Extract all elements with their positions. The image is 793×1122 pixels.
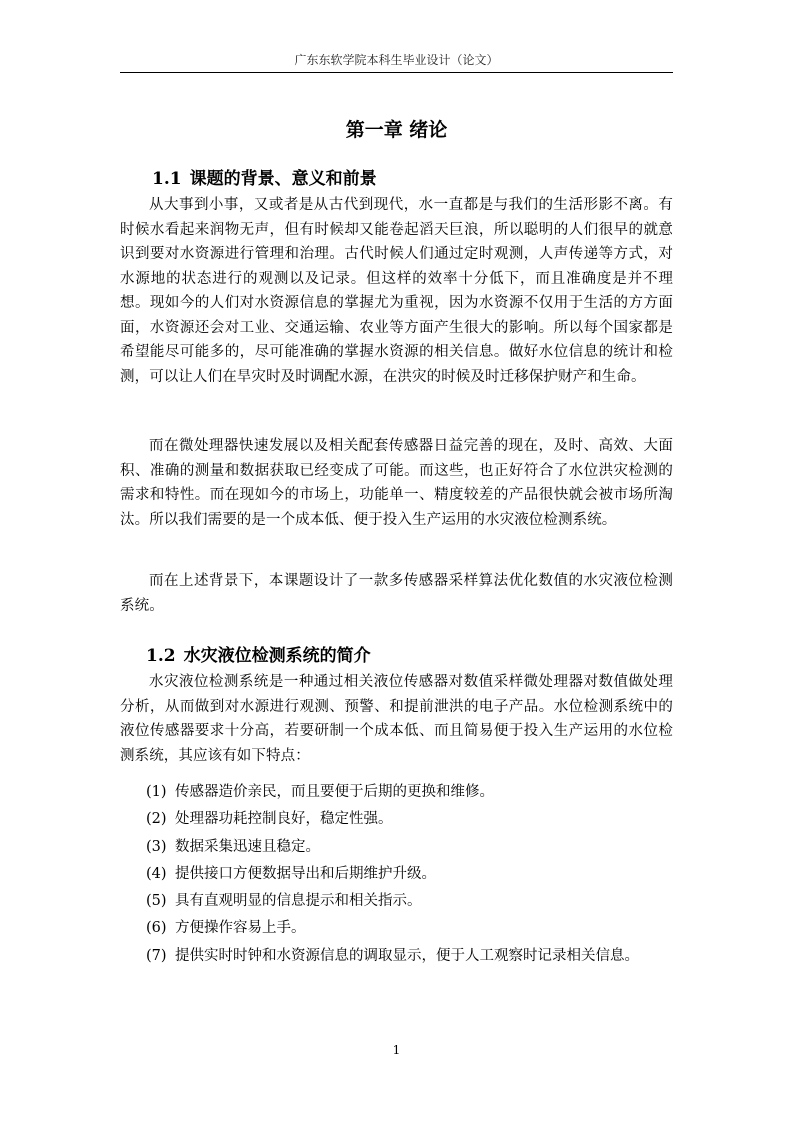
list-item	[146, 806, 686, 833]
list-marker: (5)	[146, 893, 167, 910]
list-item	[146, 861, 686, 888]
list-marker: (2)	[146, 811, 167, 828]
section-number: 1.2	[146, 646, 176, 666]
list-item-text: 传感器造价亲民，而且要便于后期的更换和维修。	[175, 784, 494, 800]
header-rule	[120, 72, 673, 73]
list-marker: (6)	[146, 920, 167, 937]
list-item	[146, 943, 686, 970]
section-1-2-heading	[146, 645, 371, 667]
paragraph: 而在微处理器快速发展以及相关配套传感器日益完善的现在，及时、高效、大面积、准确的测量和数据获取已经变成了可能。而这些，也正好符合了水位洪灾检测的需求和特性。而在现如今的市场上，功能单一、精度较差的产品很快就会被市场所淘汰。所以我们需要的是一个成本低、便于投入生产运用的水灾液位检测系统。	[120, 438, 673, 528]
section-number: 1.1	[152, 169, 182, 189]
list-item	[146, 888, 686, 915]
list-marker: (1)	[146, 784, 167, 800]
section-1-1-heading	[152, 168, 377, 190]
list-item-text: 提供实时时钟和水资源信息的调取显示，便于人工观察时记录相关信息。	[175, 947, 639, 964]
list-item	[146, 834, 686, 861]
list-marker: (4)	[146, 865, 167, 882]
running-header: 广东东软学院本科生毕业设计（论文）	[294, 53, 499, 67]
feature-list	[146, 779, 686, 970]
list-item-text: 具有直观明显的信息提示和相关指示。	[175, 893, 422, 910]
list-item	[146, 915, 686, 942]
list-item-text: 方便操作容易上手。	[175, 920, 306, 937]
list-item-text: 数据采集迅速且稳定。	[175, 838, 320, 855]
section-title-text: 水灾液位检测系统的简介	[183, 646, 371, 666]
list-marker: (3)	[146, 838, 167, 855]
section-title-text: 课题的背景、意义和前景	[189, 169, 377, 189]
list-item-text: 提供接口方便数据导出和后期维护升级。	[175, 865, 436, 882]
chapter-title: 第一章 绪论	[345, 119, 448, 141]
list-item-text: 处理器功耗控制良好，稳定性强。	[175, 811, 393, 828]
list-item	[146, 779, 686, 806]
paragraph: 从大事到小事，又或者是从古代到现代，水一直都是与我们的生活形影不离。有时候水看起来润物无声，但有时候却又能卷起滔天巨浪，所以聪明的人们很早的就意识到要对水资源进行管理和治理。古代时候人们通过定时观测，人声传递等方式，对水源地的状态进行的观测以及记录。但这样的效率十分低下，而且准确度是并不理想。现如今的人们对水资源信息的掌握尤为重视，因为水资源不仅用于生活的方方面面，水资源还会对工业、交通运输、农业等方面产生很大的影响。所以每个国家都是希望能尽可能多的，尽可能准确的掌握水资源的相关信息。做好水位信息的统计和检测，可以让人们在旱灾时及时调配水源，在洪灾的时候及时迁移保护财产和生命。	[120, 197, 673, 385]
paragraph: 而在上述背景下，本课题设计了一款多传感器采样算法优化数值的水灾液位检测系统。	[120, 573, 673, 614]
paragraph: 水灾液位检测系统是一种通过相关液位传感器对数值采样微处理器对数值做处理分析，从而做到对水源进行观测、预警、和提前泄洪的电子产品。水位检测系统中的液位传感器要求十分高，若要研制一个成本低、而且简易便于投入生产运用的水位检测系统，其应该有如下特点：	[120, 674, 673, 764]
page-number: 1	[392, 1043, 401, 1057]
list-marker: (7)	[146, 947, 167, 964]
